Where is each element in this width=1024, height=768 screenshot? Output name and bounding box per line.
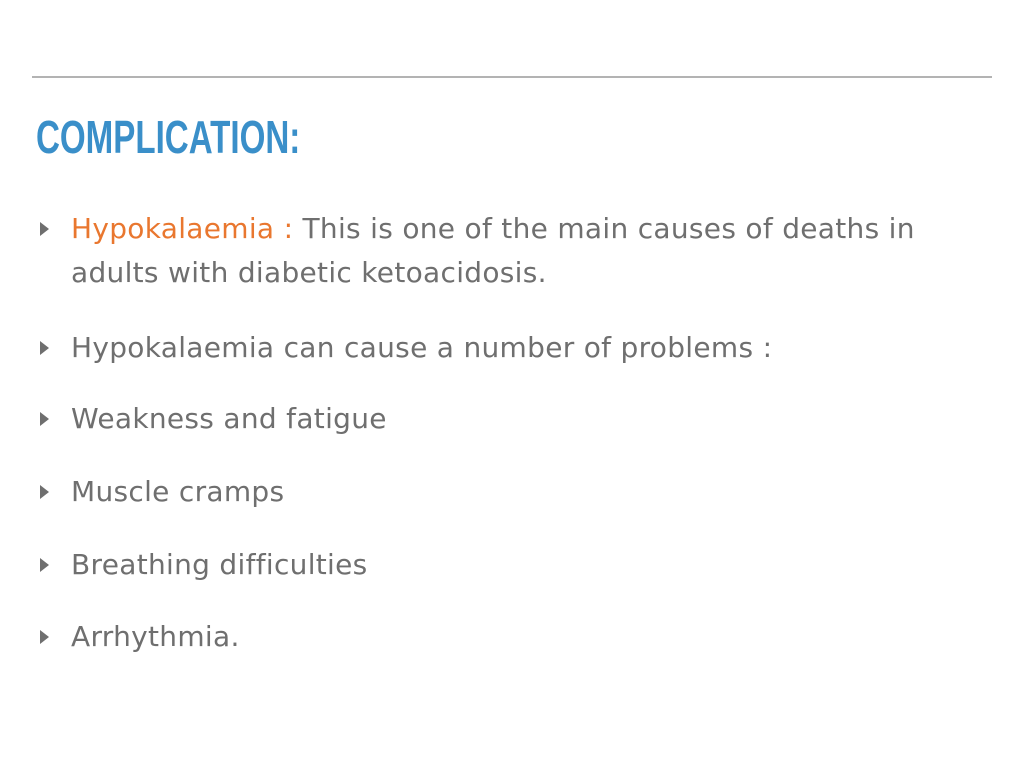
bullet-item-cramps <box>40 470 970 514</box>
bullet-item-problems <box>40 326 970 370</box>
bullet-item-weakness <box>40 397 970 441</box>
top-divider-line <box>32 76 992 78</box>
triangle-bullet-icon <box>40 558 49 572</box>
triangle-bullet-icon <box>40 412 49 426</box>
highlighted-term: Hypokalaemia : <box>71 212 294 245</box>
bullet-item-hypokalaemia <box>40 207 970 295</box>
bullet-text: Weakness and fatigue <box>71 402 387 435</box>
triangle-bullet-icon <box>40 341 49 355</box>
triangle-bullet-icon <box>40 485 49 499</box>
triangle-bullet-icon <box>40 630 49 644</box>
bullet-body-text: This is one of the main causes of deaths in adults with diabetic ketoacidosis. <box>71 212 915 289</box>
bullet-text: Muscle cramps <box>71 475 285 508</box>
bullet-text: Arrhythmia. <box>71 620 240 653</box>
bullet-text: Breathing difficulties <box>71 548 368 581</box>
slide-title: COMPLICATION: <box>36 111 301 163</box>
triangle-bullet-icon <box>40 222 49 236</box>
bullet-item-arrhythmia <box>40 615 970 659</box>
bullet-text: Hypokalaemia can cause a number of problems : <box>71 331 773 364</box>
bullet-item-breathing <box>40 543 970 587</box>
bullet-text <box>71 207 970 295</box>
